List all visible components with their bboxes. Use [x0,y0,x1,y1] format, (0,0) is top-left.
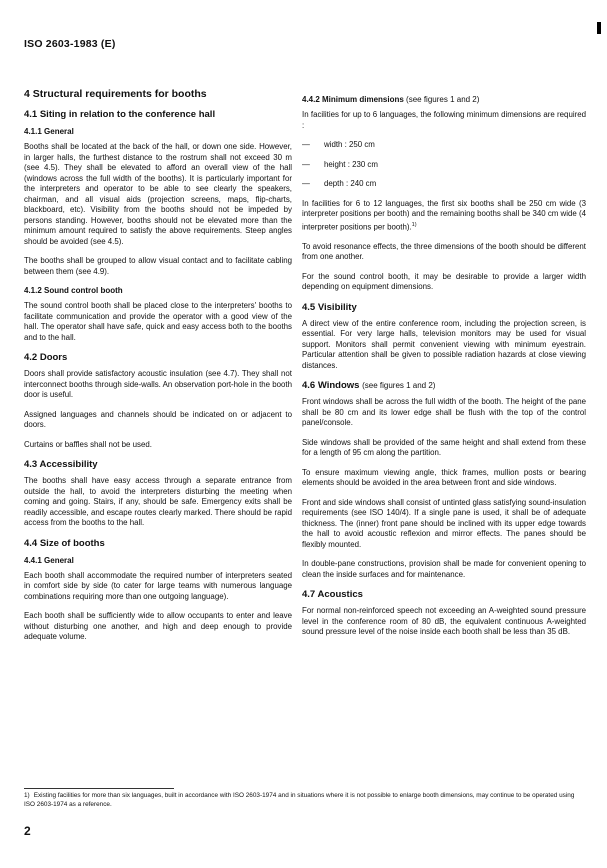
paragraph-4-2-b: Assigned languages and channels should be indicated on or adjacent to doors. [24,409,292,429]
left-column [24,88,292,652]
paragraph-4-6-d: Front and side windows shall consist of untinted glass satisfying sound-insulation requirements (see ISO 140/4). If a single pane is used, it shall be of adequate thickness. The (inner) front pane should be inclined with its upper edge towards the hall to avoid acoustic reflexion and mirror effects. The panes should be flexibly mounted. [302,497,586,549]
section-4-3-heading: 4.3 Accessibility [24,459,98,470]
section-4-4-1-heading: 4.4.1 General [24,555,74,565]
section-4-2-heading: 4.2 Doors [24,352,68,363]
dimension-depth: depth : 240 cm [324,179,377,188]
section-4-7-heading: 4.7 Acoustics [302,589,363,601]
page-header: ISO 2603-1983 (E) [24,38,116,50]
paragraph-4-4-1-b: Each booth shall be sufficiently wide to allow occupants to enter and leave without disturbing one another, and high and deep enough to provide adequate volume. [24,611,292,641]
section-4-1-2-heading: 4.1.2 Sound control booth [24,286,123,295]
section-4-4-2-note: (see figures 1 and 2) [406,95,480,104]
section-4-1-1-heading: 4.1.1 General [24,127,74,136]
footnote [24,792,582,809]
section-4-6-heading [302,380,586,391]
section-4-6-note: (see figures 1 and 2) [362,381,436,391]
section-4-5-heading: 4.5 Visibility [302,301,357,313]
paragraph-4-6-e: In double-pane constructions, provision shall be made for convenient opening to clean the inside surfaces and for maintenance. [302,559,586,579]
paragraph-4-4-2-b-text: In facilities for 6 to 12 languages, the first six booths shall be 250 cm wide (3 interpreter positions per booth) and the remaining booths shall be 340 cm wide (4 interpreter positions per booth). [302,198,586,232]
section-4-4-2-heading [302,95,586,104]
section-4-1-heading: 4.1 Siting in relation to the conference hall [24,109,216,120]
paragraph-4-4-1-a: Each booth shall accommodate the required number of interpreters seated in comfort side by side (to cater for large teams with numerous language combinations requiring more than one outgoing language). [24,570,292,601]
paragraph-4-1-2: The sound control booth shall be placed close to the interpreters' booths to facilitate communication and provide the operator with a good view of the hall. The operator shall have safe, quick and easy access both to the booths and to the hall. [24,301,292,342]
footnote-divider [24,788,174,789]
paragraph-4-4-2-a: In facilities for up to 6 languages, the following minimum dimensions are required : [302,110,586,130]
list-item [302,140,586,151]
paragraph-4-4-2-d: For the sound control booth, it may be desirable to provide a larger width depending on equipment dimensions. [302,271,586,292]
dash-marker: — [302,140,310,149]
paragraph-4-1-1-b: The booths shall be grouped to allow visual contact and to facilitate cabling between them (see 4.9). [24,256,292,276]
section-4-6-title: 4.6 Windows [302,380,360,392]
right-column [302,88,586,647]
paragraph-4-7: For normal non-reinforced speech not exceeding an A-weighted sound pressure level in the conference room of 80 dB, the equivalent continuous A-weighted sound pressure level of the noise inside each booth shall be less than 35 dB. [302,606,586,637]
dash-marker: — [302,179,310,188]
dash-marker: — [302,159,310,169]
footnote-number: 1) [24,792,30,799]
list-item [302,160,586,171]
dimension-height: height : 230 cm [324,159,378,169]
dimensions-list [302,140,586,190]
paragraph-4-5: A direct view of the entire conference room, including the projection screen, is essential. For very large halls, television monitors may be used for visual support. Monitors shall permit convenient viewing with minimum eyestrain. Particular attention shall be given to possible radiation hazards at close viewing distances. [302,318,586,370]
page-number: 2 [24,824,31,838]
paragraph-4-3: The booths shall have easy access through a separate entrance from outside the hall, to avoid the interpreters disturbing the meeting when coming and going. Stairs, if any, should be safe. Emergency exits shall be readily accessible, and escape routes clearly marked. There should be rapid access from the booths to the hall. [24,476,292,527]
corner-mark [597,22,601,34]
section-4-heading: 4 Structural requirements for booths [24,88,207,100]
dimension-width: width : 250 cm [324,140,375,149]
paragraph-4-2-c: Curtains or baffles shall not be used. [24,439,152,449]
section-4-4-heading: 4.4 Size of booths [24,537,105,549]
section-4-4-2-title: 4.4.2 Minimum dimensions [302,95,404,104]
list-item [302,179,586,190]
paragraph-4-6-b: Side windows shall be provided of the same height and shall extend from these for a length of 95 cm along the partition. [302,437,586,458]
paragraph-4-2-a: Doors shall provide satisfactory acoustic insulation (see 4.7). They shall not interconnect booths through side-walls. An observation port-hole in the booth door is useful. [24,369,293,399]
footnote-reference: 1) [411,221,417,228]
paragraph-4-6-a: Front windows shall be across the full width of the booth. The height of the pane shall be 80 cm and its lower edge shall be flush with the top of the control panel/console. [302,397,586,428]
footnote-text: Existing facilities for more than six languages, built in accordance with ISO 2603-1974 and in situations where it is not possible to enlarge booth dimensions, may continue to be operated using ISO 2603-1974 as a reference. [24,792,575,808]
paragraph-4-4-2-c: To avoid resonance effects, the three dimensions of the booth should be different from one another. [302,241,586,262]
paragraph-4-4-2-b [302,199,586,233]
paragraph-4-1-1-a: Booths shall be located at the back of the hall, or down one side. However, in larger halls, the furthest distance to the rostrum shall not exceed 30 m (see 4.5). They shall be elevated to afford an overall view of the hall (windows across the full width of the booths). It is particularly important for the interpreters and operator to be able to see clearly the speakers, chairman, and all visual aids (projection screens, maps, flip-charts, blackboard, etc). Visibility from the booths should not be impeded by persons standing. However, booths should not be elevated more than the minimum amount required to satisfy the above requirements. Steep angles should be avoided (see 4.5). [24,142,292,246]
paragraph-4-6-c: To ensure maximum viewing angle, thick frames, mullion posts or bearing elements should be avoided in the area between front and side windows. [302,467,586,488]
